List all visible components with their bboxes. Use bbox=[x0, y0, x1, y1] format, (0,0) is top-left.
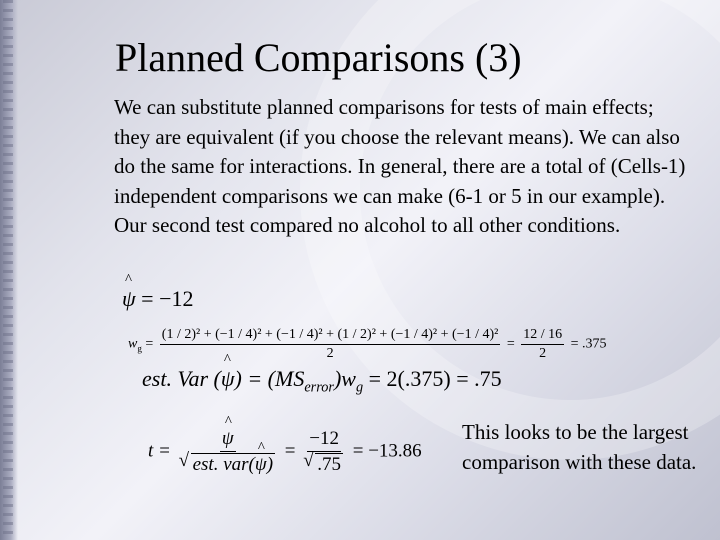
t-sqrt: √ est. var(^ ψ) bbox=[191, 453, 275, 476]
variance-result: = 2(.375) = .75 bbox=[368, 366, 502, 391]
sidebar-pattern bbox=[3, 0, 13, 540]
wg-symbol: w bbox=[128, 336, 138, 352]
t-den-psi-hat: ^ ψ bbox=[255, 454, 267, 476]
variance-lhs: est. Var ( bbox=[142, 366, 221, 391]
wg-fraction-2-denominator: 2 bbox=[539, 346, 547, 361]
t-equation bbox=[148, 428, 422, 476]
t-denominator-2-value: .75 bbox=[317, 454, 341, 475]
wg-denominator: 2 bbox=[326, 346, 334, 361]
wg-numerator: (1 / 2)² + (−1 / 4)² + (−1 / 4)² + (1 / 2)² + (−1 / 4)² + (−1 / 4)² bbox=[160, 327, 501, 345]
variance-ms-subscript: error bbox=[304, 379, 334, 396]
slide-sidebar bbox=[0, 0, 18, 540]
psi-hat-symbol: ^ ψ bbox=[122, 286, 136, 312]
variance-w-subscript: g bbox=[355, 379, 364, 396]
variance-rhs: ) = (MS bbox=[234, 366, 305, 391]
wg-equals: = bbox=[506, 336, 515, 352]
t-numerator bbox=[220, 428, 236, 452]
wg-fraction bbox=[160, 327, 501, 362]
wg-fraction-2 bbox=[521, 327, 564, 362]
variance-equation bbox=[142, 366, 502, 396]
variance-psi-hat: ^ ψ bbox=[221, 366, 235, 392]
wg-subscript: g bbox=[137, 343, 142, 354]
slide-body-text: We can substitute planned comparisons for tests of main effects; they are equivalent (if you choose the relevant means). We can also do the same for interactions. In general, there are a total of (Cells-1) independent comparisons we can make (6-1 or 5 in our example). Our second test compared no alcohol to all other conditions. bbox=[114, 95, 686, 237]
side-note: This looks to be the largest comparison with these data. bbox=[462, 420, 697, 474]
t-fraction bbox=[179, 428, 277, 476]
t-numerator-2: −12 bbox=[307, 428, 341, 452]
psi-value: = −12 bbox=[141, 286, 194, 311]
t-lhs: t = bbox=[148, 440, 171, 462]
psi-equation bbox=[122, 286, 194, 312]
wg-result: = .375 bbox=[570, 336, 607, 352]
wg-fraction-2-numerator: 12 / 16 bbox=[521, 327, 564, 345]
slide-title: Planned Comparisons (3) bbox=[115, 35, 522, 80]
t-denominator bbox=[179, 452, 277, 476]
t-equals: = bbox=[284, 440, 296, 462]
t-fraction-2 bbox=[303, 428, 345, 476]
t-denominator-2 bbox=[303, 452, 345, 476]
t-denominator-text: est. var( bbox=[192, 454, 255, 475]
t-psi-hat: ^ ψ bbox=[222, 428, 234, 450]
variance-w: )w bbox=[333, 366, 356, 391]
t-result: = −13.86 bbox=[352, 440, 422, 462]
wg-equation: $w_g$ = (1 / 2)² + (−1 / 4)² + (−1 / 4)² + (1 / 2)² + (−1 / 4)² + (−1 / 4)² 2 = $\frac{12 / 16}{2}$ = .375 bbox=[128, 327, 607, 361]
t-sqrt-2 bbox=[315, 453, 343, 476]
